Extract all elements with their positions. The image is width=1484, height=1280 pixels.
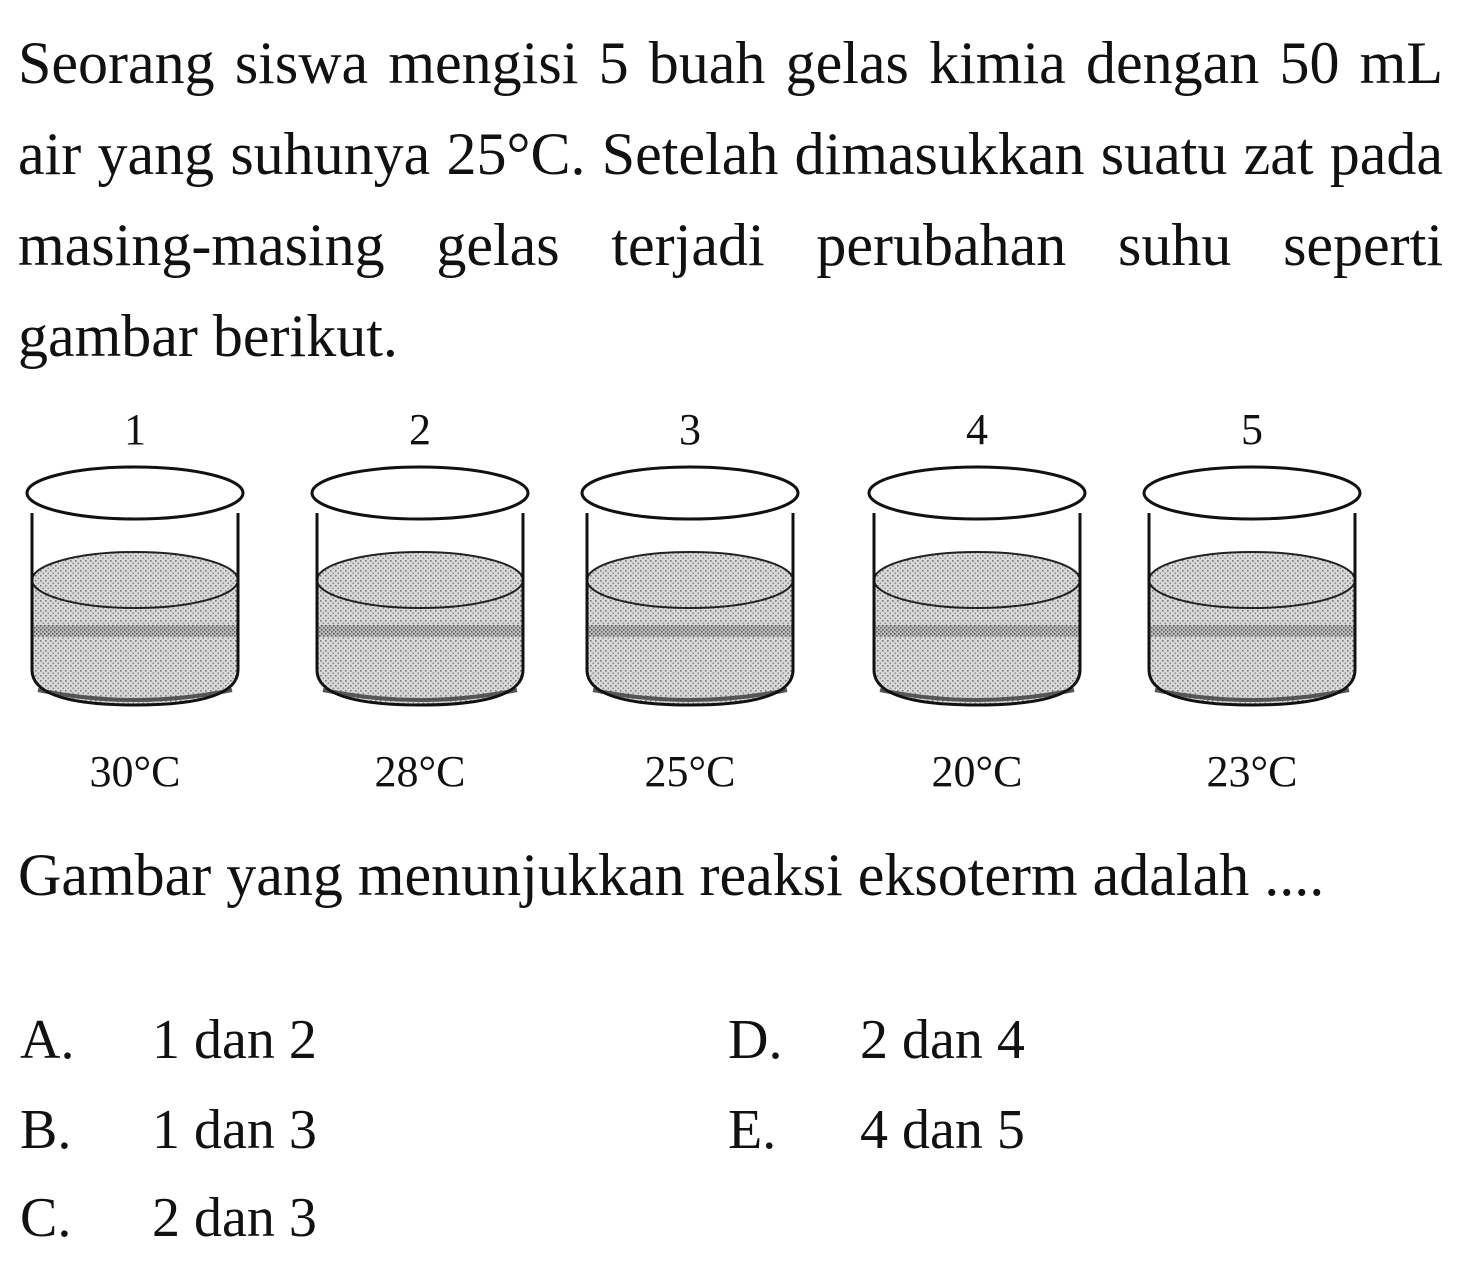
beaker-1 [20, 395, 250, 815]
option-letter: E. [728, 1099, 777, 1161]
beaker-temperature: 30°C [89, 747, 181, 796]
beaker-temperature: 23°C [1206, 747, 1298, 796]
beaker-3-icon [575, 465, 805, 725]
question-text: Seorang siswa mengisi 5 buah gelas kimia dengan 50 mL air yang suhunya 25°C. Setelah dimasukkan suatu zat pada masing-masing gelas terjadi perubahan suhu seperti gambar berikut. [18, 30, 1443, 369]
beaker-number: 5 [1241, 405, 1263, 454]
beaker-temperature: 25°C [644, 747, 736, 796]
option-d[interactable] [728, 1005, 1025, 1075]
beaker-number: 1 [124, 405, 146, 454]
beaker-2-icon [305, 465, 535, 725]
beaker-4-icon [862, 465, 1092, 725]
option-letter: A. [20, 1009, 75, 1071]
option-text: 4 dan 5 [860, 1099, 1025, 1161]
option-letter: C. [20, 1187, 72, 1249]
question-prompt: Gambar yang menunjukkan reaksi eksoterm adalah .... [18, 842, 1325, 908]
beaker-temperature: 20°C [931, 747, 1023, 796]
beaker-2 [305, 395, 535, 815]
beaker-5 [1137, 395, 1367, 815]
beaker-figure [0, 395, 1484, 815]
option-text: 1 dan 2 [152, 1009, 317, 1071]
beaker-number: 4 [966, 405, 988, 454]
option-text: 1 dan 3 [152, 1099, 317, 1161]
option-letter: D. [728, 1009, 783, 1071]
option-text: 2 dan 3 [152, 1187, 317, 1249]
option-c[interactable] [20, 1183, 317, 1253]
option-e[interactable] [728, 1095, 1025, 1165]
beaker-number: 3 [679, 405, 701, 454]
beaker-5-icon [1137, 465, 1367, 725]
beaker-temperature: 28°C [374, 747, 466, 796]
option-a[interactable] [20, 1005, 317, 1075]
beaker-4 [862, 395, 1092, 815]
beaker-3 [575, 395, 805, 815]
beaker-1-icon [20, 465, 250, 725]
option-b[interactable] [20, 1095, 317, 1165]
option-text: 2 dan 4 [860, 1009, 1025, 1071]
option-letter: B. [20, 1099, 72, 1161]
beaker-number: 2 [409, 405, 431, 454]
